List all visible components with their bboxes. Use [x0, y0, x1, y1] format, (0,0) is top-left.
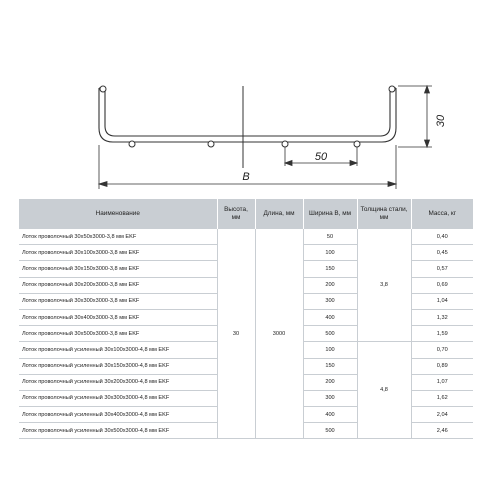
width-value: 400: [303, 309, 357, 325]
table-body: [19, 229, 473, 439]
product-name: Лоток проволочный 30х500х3000-3,8 мм EKF: [19, 326, 217, 342]
length-value: 3000: [255, 229, 303, 439]
pitch-dimension-label: 50: [314, 151, 328, 163]
tray-outline-outer: [99, 88, 396, 142]
tray-outline-inner: [105, 88, 390, 136]
product-name: Лоток проволочный 30х150х3000-3,8 мм EKF: [19, 261, 217, 277]
height-dimension: [398, 86, 432, 147]
product-name: Лоток проволочный усиленный 30х300х3000-4,8 мм EKF: [19, 390, 217, 406]
specification-table: [19, 199, 473, 439]
header-mass: Масса, кг: [411, 199, 473, 229]
mass-value: 1,32: [411, 309, 473, 325]
width-value: 500: [303, 423, 357, 439]
table-row: [19, 229, 473, 245]
height-value: 30: [217, 229, 255, 439]
product-name: Лоток проволочный усиленный 30х500х3000-4,8 мм EKF: [19, 423, 217, 439]
mass-value: 0,57: [411, 261, 473, 277]
mass-value: 2,46: [411, 423, 473, 439]
product-name: Лоток проволочный усиленный 30х200х3000-4,8 мм EKF: [19, 374, 217, 390]
wire-dot: [100, 86, 106, 92]
longitudinal-wires: [100, 86, 395, 147]
wire-dot: [354, 141, 360, 147]
mass-value: 1,59: [411, 326, 473, 342]
wire-dot: [129, 141, 135, 147]
product-name: Лоток проволочный 30х400х3000-3,8 мм EKF: [19, 309, 217, 325]
thickness-value: 3,8: [357, 229, 411, 342]
width-value: 200: [303, 374, 357, 390]
width-value: 150: [303, 358, 357, 374]
width-value: 150: [303, 261, 357, 277]
mass-value: 2,04: [411, 407, 473, 423]
header-width: Ширина B, мм: [303, 199, 357, 229]
wire-dot: [282, 141, 288, 147]
width-value: 100: [303, 342, 357, 358]
width-value: 300: [303, 293, 357, 309]
width-value: 100: [303, 245, 357, 261]
thickness-value: 4,8: [357, 342, 411, 439]
width-dimension-label: B: [242, 171, 250, 183]
mass-value: 0,45: [411, 245, 473, 261]
mass-value: 0,89: [411, 358, 473, 374]
header-height: Высота, мм: [217, 199, 255, 229]
header-thickness: Толщина стали, мм: [357, 199, 411, 229]
header-name: Наименование: [19, 199, 217, 229]
mass-value: 1,04: [411, 293, 473, 309]
product-name: Лоток проволочный 30х100х3000-3,8 мм EKF: [19, 245, 217, 261]
mass-value: 0,69: [411, 277, 473, 293]
product-name: Лоток проволочный усиленный 30х400х3000-4,8 мм EKF: [19, 407, 217, 423]
mass-value: 1,62: [411, 390, 473, 406]
product-name: Лоток проволочный 30х200х3000-3,8 мм EKF: [19, 277, 217, 293]
wire-dot: [208, 141, 214, 147]
product-name: Лоток проволочный усиленный 30х100х3000-4,8 мм EKF: [19, 342, 217, 358]
height-dimension-label: 30: [435, 114, 447, 128]
width-value: 500: [303, 326, 357, 342]
mass-value: 1,07: [411, 374, 473, 390]
product-name: Лоток проволочный 30х300х3000-3,8 мм EKF: [19, 293, 217, 309]
wire-dot: [389, 86, 395, 92]
header-length: Длина, мм: [255, 199, 303, 229]
product-name: Лоток проволочный 30х50х3000-3,8 мм EKF: [19, 229, 217, 245]
mass-value: 0,40: [411, 229, 473, 245]
width-value: 300: [303, 390, 357, 406]
width-value: 200: [303, 277, 357, 293]
mass-value: 0,70: [411, 342, 473, 358]
table-header-row: [19, 199, 473, 229]
width-value: 50: [303, 229, 357, 245]
product-name: Лоток проволочный усиленный 30х150х3000-4,8 мм EKF: [19, 358, 217, 374]
tray-cross-section-drawing: [0, 0, 500, 200]
width-value: 400: [303, 407, 357, 423]
